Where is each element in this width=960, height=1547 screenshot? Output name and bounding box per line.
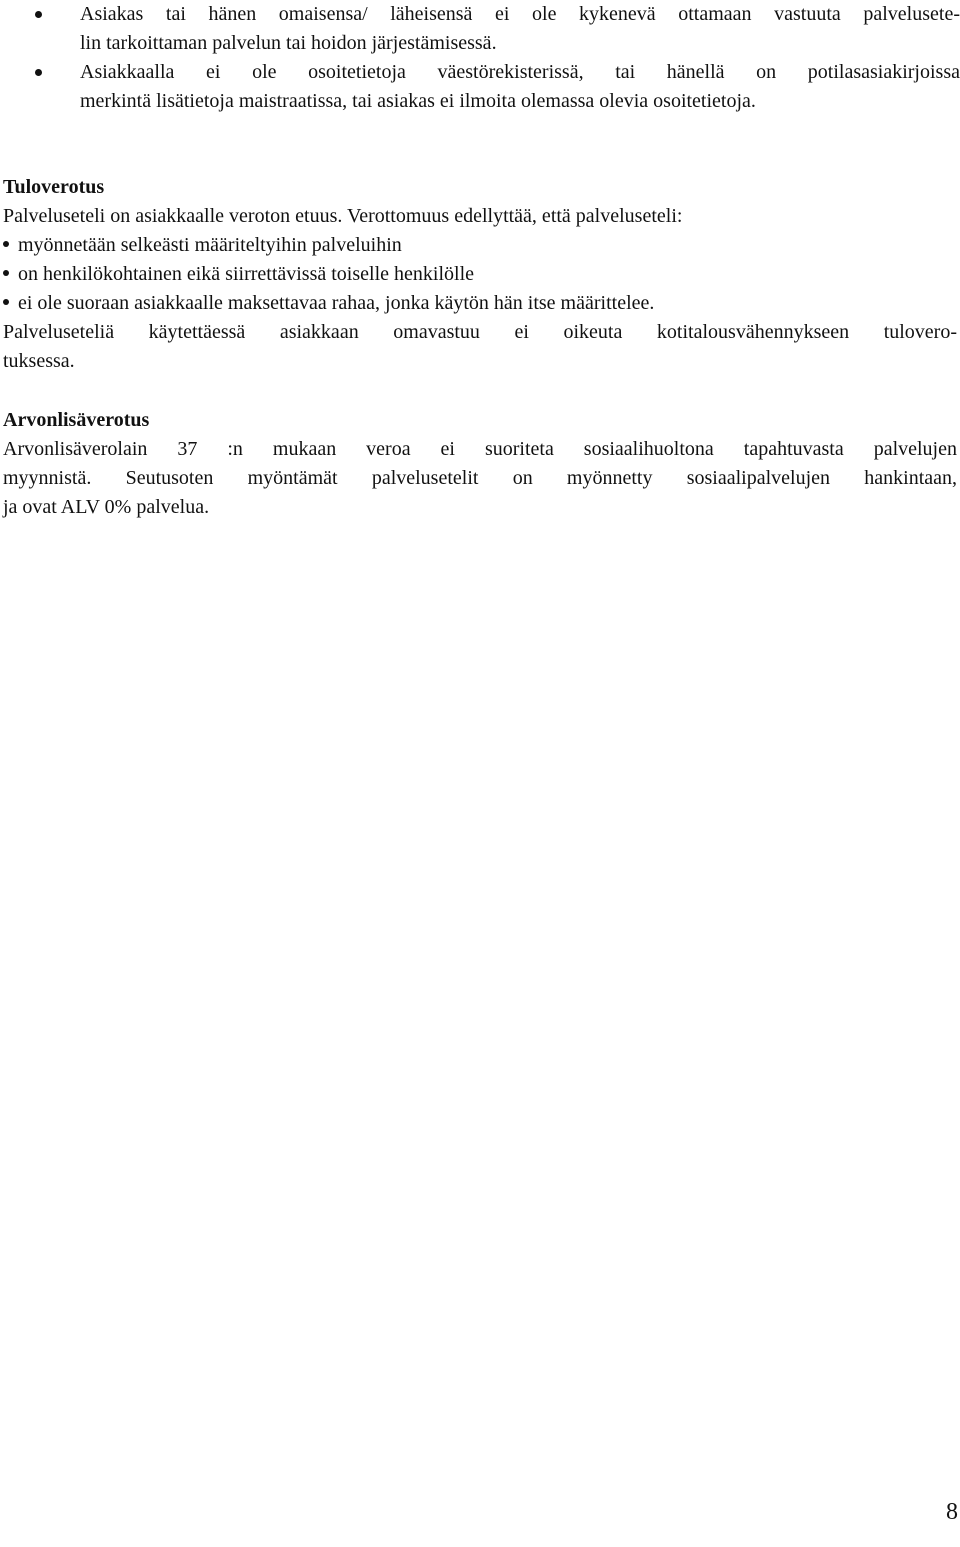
list-item-text: ei ole suoraan asiakkaalle maksettavaa rahaa, jonka käytön hän itse määrittelee. [18,292,655,314]
list-item [0,0,960,58]
list-item-line: Asiakkaalla ei ole osoitetietoja väestörekisterissä, tai hänellä on potilasasiakirjoissa [80,61,960,83]
tuloverotus-closing-line: tuksessa. [3,350,75,372]
arvonlisaverotus-section [3,406,957,522]
eligibility-exclusion-list [0,0,960,116]
list-item-text: myönnetään selkeästi määriteltyihin palveluihin [18,234,402,256]
page-number: 8 [946,1499,958,1525]
list-item [3,289,957,318]
list-item-line: lin tarkoittaman palvelun tai hoidon järjestämisessä. [80,32,497,54]
tuloverotus-intro: Palveluseteli on asiakkaalle veroton etuus. Verottomuus edellyttää, että palveluseteli: [3,205,683,227]
bullet-icon [3,299,9,305]
arvonlisaverotus-line: myynnistä. Seutusoten myöntämät palvelusetelit on myönnetty sosiaalipalvelujen hankintaan, [3,467,957,489]
list-item [3,260,957,289]
list-item-line: Asiakas tai hänen omaisensa/ läheisensä ei ole kykenevä ottamaan vastuuta palvelusete- [80,3,960,25]
bullet-icon [3,270,9,276]
list-item [3,231,957,260]
arvonlisaverotus-line: Arvonlisäverolain 37 :n mukaan veroa ei suoriteta sosiaalihuoltona tapahtuvasta palvelujen [3,438,957,460]
arvonlisaverotus-line: ja ovat ALV 0% palvelua. [3,496,210,518]
tuloverotus-section [3,173,957,376]
list-item-text: on henkilökohtainen eikä siirrettävissä toiselle henkilölle [18,263,474,285]
tuloverotus-closing-line: Palveluseteliä käytettäessä asiakkaan omavastuu ei oikeuta kotitalousvähennykseen tulovero- [3,321,957,343]
bullet-icon [3,241,9,247]
section-heading-arvonlisaverotus: Arvonlisäverotus [3,409,150,431]
list-item [0,58,960,116]
section-heading-tuloverotus: Tuloverotus [3,176,105,198]
list-item-line: merkintä lisätietoja maistraatissa, tai asiakas ei ilmoita olemassa olevia osoitetietoja. [80,90,756,112]
bullet-icon [35,69,42,76]
bullet-icon [35,11,42,18]
